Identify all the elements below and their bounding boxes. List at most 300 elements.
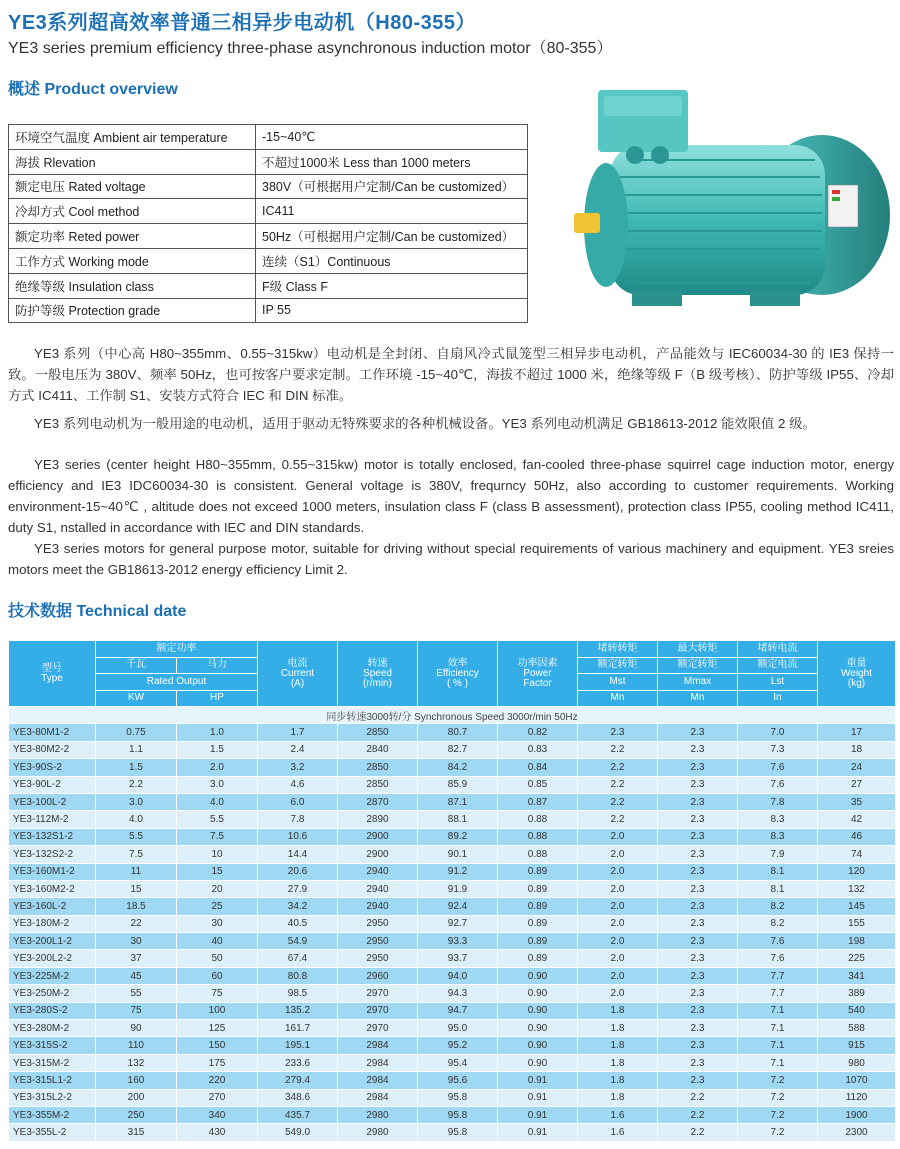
model-cell: YE3-315L1-2	[9, 1072, 96, 1089]
data-cell: 5.5	[96, 828, 177, 845]
model-cell: YE3-280S-2	[9, 1002, 96, 1019]
overview-value: 连续（S1）Continuous	[256, 248, 528, 273]
data-cell: 270	[177, 1089, 258, 1106]
data-cell: 2.3	[658, 950, 738, 967]
table-row	[9, 793, 896, 810]
data-cell: 7.8	[738, 793, 818, 810]
overview-heading: 概述 Product overview	[8, 81, 178, 98]
data-cell: 7.2	[738, 1089, 818, 1106]
th-current: 电流 Current (A)	[258, 641, 338, 707]
data-cell: 1.8	[578, 1002, 658, 1019]
data-cell: 2.3	[658, 1020, 738, 1037]
data-cell: 430	[177, 1124, 258, 1141]
data-cell: 0.90	[498, 1002, 578, 1019]
data-cell: 94.3	[418, 985, 498, 1002]
overview-key: 环境空气温度 Ambient air temperature	[9, 125, 256, 150]
data-cell: 2.3	[658, 724, 738, 741]
model-cell: YE3-112M-2	[9, 811, 96, 828]
page-subtitle: YE3 series premium efficiency three-phase asynchronous induction motor（80-355）	[8, 40, 613, 57]
table-row	[9, 950, 896, 967]
data-cell: 2.3	[658, 846, 738, 863]
data-cell: 1070	[818, 1072, 896, 1089]
data-cell: 980	[818, 1054, 896, 1071]
table-row	[9, 985, 896, 1002]
data-cell: 40	[177, 933, 258, 950]
data-cell: 1.5	[177, 741, 258, 758]
data-cell: 8.1	[738, 863, 818, 880]
data-cell: 7.6	[738, 933, 818, 950]
data-cell: 2.2	[578, 793, 658, 810]
data-cell: 7.7	[738, 985, 818, 1002]
data-cell: 4.0	[96, 811, 177, 828]
data-cell: 94.0	[418, 967, 498, 984]
data-cell: 2.2	[578, 776, 658, 793]
model-cell: YE3-80M2-2	[9, 741, 96, 758]
data-cell: 2.3	[658, 741, 738, 758]
data-cell: 7.6	[738, 950, 818, 967]
data-cell: 0.90	[498, 1054, 578, 1071]
model-cell: YE3-80M1-2	[9, 724, 96, 741]
data-cell: 2970	[338, 985, 418, 1002]
data-cell: 2.2	[578, 759, 658, 776]
data-cell: 55	[96, 985, 177, 1002]
data-cell: 0.89	[498, 880, 578, 897]
data-cell: 315	[96, 1124, 177, 1141]
data-cell: 50	[177, 950, 258, 967]
model-cell: YE3-160M1-2	[9, 863, 96, 880]
tech-table	[8, 640, 896, 1142]
data-cell: 0.84	[498, 759, 578, 776]
table-row	[9, 1124, 896, 1141]
data-cell: 150	[177, 1037, 258, 1054]
data-cell: 7.2	[738, 1072, 818, 1089]
data-cell: 2.3	[658, 915, 738, 932]
data-cell: 95.0	[418, 1020, 498, 1037]
data-cell: 7.1	[738, 1002, 818, 1019]
data-cell: 200	[96, 1089, 177, 1106]
data-cell: 4.0	[177, 793, 258, 810]
model-cell: YE3-132S2-2	[9, 846, 96, 863]
table-row	[9, 933, 896, 950]
data-cell: 0.83	[498, 741, 578, 758]
data-cell: 22	[96, 915, 177, 932]
data-cell: 18.5	[96, 898, 177, 915]
overview-row	[9, 273, 528, 298]
data-cell: 2840	[338, 741, 418, 758]
overview-value: IP 55	[256, 298, 528, 323]
data-cell: 0.88	[498, 846, 578, 863]
table-row	[9, 967, 896, 984]
table-row	[9, 811, 896, 828]
data-cell: 80.7	[418, 724, 498, 741]
data-cell: 1.5	[96, 759, 177, 776]
data-cell: 2.0	[578, 846, 658, 863]
table-row	[9, 1002, 896, 1019]
data-cell: 110	[96, 1037, 177, 1054]
data-cell: 2.3	[658, 863, 738, 880]
data-cell: 2950	[338, 950, 418, 967]
data-cell: 10	[177, 846, 258, 863]
data-cell: 1.8	[578, 1054, 658, 1071]
th-weight: 重量 Weight (kg)	[818, 641, 896, 707]
overview-row	[9, 224, 528, 249]
data-cell: 0.87	[498, 793, 578, 810]
model-cell: YE3-315M-2	[9, 1054, 96, 1071]
overview-key: 防护等级 Protection grade	[9, 298, 256, 323]
tech-heading: 技术数据 Technical date	[8, 603, 187, 620]
data-cell: 0.75	[96, 724, 177, 741]
data-cell: 2.3	[658, 811, 738, 828]
data-cell: 85.9	[418, 776, 498, 793]
data-cell: 2900	[338, 828, 418, 845]
data-cell: 7.5	[177, 828, 258, 845]
data-cell: 2984	[338, 1072, 418, 1089]
data-cell: 0.91	[498, 1124, 578, 1141]
data-cell: 2984	[338, 1054, 418, 1071]
data-cell: 2984	[338, 1089, 418, 1106]
data-cell: 161.7	[258, 1020, 338, 1037]
data-cell: 7.9	[738, 846, 818, 863]
data-cell: 7.0	[738, 724, 818, 741]
page-title: YE3系列超高效率普通三相异步电动机（H80-355）	[8, 12, 477, 34]
data-cell: 120	[818, 863, 896, 880]
data-cell: 2.4	[258, 741, 338, 758]
th-kw-cn: 千瓦	[96, 657, 177, 674]
table-row	[9, 846, 896, 863]
data-cell: 132	[96, 1054, 177, 1071]
data-cell: 233.6	[258, 1054, 338, 1071]
data-cell: 2970	[338, 1020, 418, 1037]
table-row	[9, 759, 896, 776]
table-row	[9, 1020, 896, 1037]
overview-key: 海拔 Rlevation	[9, 149, 256, 174]
data-cell: 92.7	[418, 915, 498, 932]
data-cell: 18	[818, 741, 896, 758]
data-cell: 8.2	[738, 898, 818, 915]
data-cell: 2.0	[578, 863, 658, 880]
data-cell: 0.89	[498, 933, 578, 950]
data-cell: 7.1	[738, 1037, 818, 1054]
data-cell: 40.5	[258, 915, 338, 932]
data-cell: 3.2	[258, 759, 338, 776]
data-cell: 2980	[338, 1124, 418, 1141]
data-cell: 8.3	[738, 828, 818, 845]
data-cell: 60	[177, 967, 258, 984]
data-cell: 540	[818, 1002, 896, 1019]
table-row	[9, 898, 896, 915]
th-lst: Lst	[738, 674, 818, 691]
data-cell: 20	[177, 880, 258, 897]
data-cell: 92.4	[418, 898, 498, 915]
data-cell: 17	[818, 724, 896, 741]
data-cell: 2.0	[578, 828, 658, 845]
data-cell: 2.3	[658, 967, 738, 984]
table-row	[9, 776, 896, 793]
data-cell: 2.3	[658, 1054, 738, 1071]
data-cell: 2.3	[578, 724, 658, 741]
th-start-torque: 堵转转矩	[578, 641, 658, 658]
data-cell: 91.2	[418, 863, 498, 880]
th-start-current: 堵转电流	[738, 641, 818, 658]
data-cell: 2940	[338, 880, 418, 897]
data-cell: 82.7	[418, 741, 498, 758]
data-cell: 2.0	[578, 950, 658, 967]
data-cell: 2.3	[658, 776, 738, 793]
data-cell: 2.3	[658, 898, 738, 915]
table-row	[9, 828, 896, 845]
desc-cn-1: YE3 系列（中心高 H80~355mm、0.55~315kw）电动机是全封闭、自扇风冷式鼠笼型三相异步电动机，产品能效与 IEC60034-30 的 IE3 保持一致。一般电压为 380V、频率 50Hz，也可按客户要求定制。工作环境 -15~40℃，海拔不超过 1000 米，绝缘等级 F（B 级考核）、防护等级 IP55、冷却方式 IC411、工作制 S1、安装方式符合 IEC 和 DIN 标准。	[8, 346, 894, 403]
data-cell: 0.90	[498, 985, 578, 1002]
data-cell: 0.90	[498, 967, 578, 984]
data-cell: 0.89	[498, 863, 578, 880]
model-cell: YE3-315L2-2	[9, 1089, 96, 1106]
table-row	[9, 1054, 896, 1071]
th-rated-output: Rated Output	[96, 674, 258, 691]
data-cell: 2.0	[578, 915, 658, 932]
data-cell: 7.1	[738, 1020, 818, 1037]
model-cell: YE3-160M2-2	[9, 880, 96, 897]
data-cell: 100	[177, 1002, 258, 1019]
overview-value: F级 Class F	[256, 273, 528, 298]
data-cell: 145	[818, 898, 896, 915]
data-cell: 2.0	[578, 880, 658, 897]
data-cell: 2850	[338, 759, 418, 776]
data-cell: 74	[818, 846, 896, 863]
data-cell: 348.6	[258, 1089, 338, 1106]
data-cell: 2950	[338, 933, 418, 950]
th-mst: Mst	[578, 674, 658, 691]
data-cell: 2.0	[578, 985, 658, 1002]
data-cell: 2.0	[578, 898, 658, 915]
data-cell: 54.9	[258, 933, 338, 950]
data-cell: 7.6	[738, 759, 818, 776]
data-cell: 2.2	[658, 1106, 738, 1123]
data-cell: 549.0	[258, 1124, 338, 1141]
data-cell: 2850	[338, 776, 418, 793]
table-row	[9, 741, 896, 758]
data-cell: 2890	[338, 811, 418, 828]
data-cell: 93.3	[418, 933, 498, 950]
th-power-factor: 功率因素 Power Factor	[498, 641, 578, 707]
data-cell: 7.3	[738, 741, 818, 758]
data-cell: 1.8	[578, 1072, 658, 1089]
overview-key: 额定功率 Reted power	[9, 224, 256, 249]
data-cell: 2.2	[578, 741, 658, 758]
table-row	[9, 724, 896, 741]
data-cell: 95.8	[418, 1106, 498, 1123]
data-cell: 34.2	[258, 898, 338, 915]
data-cell: 10.6	[258, 828, 338, 845]
data-cell: 42	[818, 811, 896, 828]
data-cell: 7.6	[738, 776, 818, 793]
data-cell: 1.8	[578, 1037, 658, 1054]
data-cell: 7.2	[738, 1106, 818, 1123]
data-cell: 91.9	[418, 880, 498, 897]
data-cell: 1900	[818, 1106, 896, 1123]
data-cell: 0.89	[498, 950, 578, 967]
model-cell: YE3-280M-2	[9, 1020, 96, 1037]
data-cell: 93.7	[418, 950, 498, 967]
data-cell: 2870	[338, 793, 418, 810]
data-cell: 135.2	[258, 1002, 338, 1019]
overview-value: 50Hz（可根据用户定制/Can be customized）	[256, 224, 528, 249]
data-cell: 30	[96, 933, 177, 950]
data-cell: 20.6	[258, 863, 338, 880]
data-cell: 25	[177, 898, 258, 915]
data-cell: 27.9	[258, 880, 338, 897]
data-cell: 24	[818, 759, 896, 776]
table-row	[9, 880, 896, 897]
data-cell: 225	[818, 950, 896, 967]
model-cell: YE3-90L-2	[9, 776, 96, 793]
data-cell: 0.91	[498, 1072, 578, 1089]
data-cell: 250	[96, 1106, 177, 1123]
table-row	[9, 863, 896, 880]
data-cell: 2.3	[658, 828, 738, 845]
model-cell: YE3-132S1-2	[9, 828, 96, 845]
overview-row	[9, 149, 528, 174]
data-cell: 340	[177, 1106, 258, 1123]
overview-key: 工作方式 Working mode	[9, 248, 256, 273]
desc-en-2: YE3 series motors for general purpose motor, suitable for driving without special requirements of various machinery and equipment. YE3 sreies motors meet the GB18613-2012 energy efficiency Limit 2.	[8, 541, 894, 577]
overview-value: 380V（可根据用户定制/Can be customized）	[256, 174, 528, 199]
data-cell: 3.0	[177, 776, 258, 793]
data-cell: 80.8	[258, 967, 338, 984]
data-cell: 2.3	[658, 1037, 738, 1054]
data-cell: 0.89	[498, 915, 578, 932]
table-row	[9, 1106, 896, 1123]
model-cell: YE3-315S-2	[9, 1037, 96, 1054]
data-cell: 2.0	[578, 967, 658, 984]
data-cell: 2940	[338, 863, 418, 880]
data-cell: 2950	[338, 915, 418, 932]
model-cell: YE3-100L-2	[9, 793, 96, 810]
data-cell: 89.2	[418, 828, 498, 845]
data-cell: 95.8	[418, 1124, 498, 1141]
data-cell: 0.90	[498, 1037, 578, 1054]
data-cell: 2940	[338, 898, 418, 915]
th-max-torque-2: 额定转矩	[658, 657, 738, 674]
data-cell: 35	[818, 793, 896, 810]
data-cell: 7.2	[738, 1124, 818, 1141]
data-cell: 155	[818, 915, 896, 932]
model-cell: YE3-250M-2	[9, 985, 96, 1002]
th-model: 型号 Type	[9, 641, 96, 707]
data-cell: 915	[818, 1037, 896, 1054]
overview-table	[8, 124, 528, 323]
data-cell: 75	[177, 985, 258, 1002]
data-cell: 1.7	[258, 724, 338, 741]
data-cell: 0.89	[498, 898, 578, 915]
data-cell: 11	[96, 863, 177, 880]
data-cell: 2300	[818, 1124, 896, 1141]
model-cell: YE3-225M-2	[9, 967, 96, 984]
data-cell: 8.1	[738, 880, 818, 897]
data-cell: 6.0	[258, 793, 338, 810]
desc-cn-2: YE3 系列电动机为一般用途的电动机，适用于驱动无特殊要求的各种机械设备。YE3 系列电动机满足 GB18613-2012 能效限值 2 级。	[34, 416, 816, 431]
data-cell: 84.2	[418, 759, 498, 776]
data-cell: 46	[818, 828, 896, 845]
model-cell: YE3-355M-2	[9, 1106, 96, 1123]
data-cell: 435.7	[258, 1106, 338, 1123]
model-cell: YE3-355L-2	[9, 1124, 96, 1141]
data-cell: 8.2	[738, 915, 818, 932]
data-cell: 95.8	[418, 1089, 498, 1106]
data-cell: 132	[818, 880, 896, 897]
data-cell: 0.88	[498, 811, 578, 828]
data-cell: 95.4	[418, 1054, 498, 1071]
overview-value: -15~40℃	[256, 125, 528, 150]
data-cell: 2.3	[658, 985, 738, 1002]
table-row	[9, 1037, 896, 1054]
data-cell: 8.3	[738, 811, 818, 828]
data-cell: 389	[818, 985, 896, 1002]
data-cell: 2.2	[658, 1124, 738, 1141]
th-power: 额定功率	[96, 641, 258, 658]
data-cell: 94.7	[418, 1002, 498, 1019]
data-cell: 27	[818, 776, 896, 793]
data-cell: 95.2	[418, 1037, 498, 1054]
data-cell: 2.3	[658, 1072, 738, 1089]
data-cell: 195.1	[258, 1037, 338, 1054]
data-cell: 2.0	[177, 759, 258, 776]
th-hp: HP	[177, 690, 258, 707]
data-cell: 7.1	[738, 1054, 818, 1071]
overview-row	[9, 174, 528, 199]
data-cell: 98.5	[258, 985, 338, 1002]
data-cell: 0.91	[498, 1106, 578, 1123]
data-cell: 2980	[338, 1106, 418, 1123]
data-cell: 14.4	[258, 846, 338, 863]
data-cell: 2900	[338, 846, 418, 863]
data-cell: 1.0	[177, 724, 258, 741]
overview-key: 额定电压 Rated voltage	[9, 174, 256, 199]
data-cell: 198	[818, 933, 896, 950]
overview-row	[9, 125, 528, 150]
overview-key: 冷却方式 Cool method	[9, 199, 256, 224]
data-cell: 160	[96, 1072, 177, 1089]
data-cell: 2.3	[658, 1002, 738, 1019]
motor-image	[560, 85, 900, 320]
data-cell: 90.1	[418, 846, 498, 863]
data-cell: 0.91	[498, 1089, 578, 1106]
overview-row	[9, 199, 528, 224]
th-kw: KW	[96, 690, 177, 707]
th-mn-1: Mn	[578, 690, 658, 707]
overview-row	[9, 248, 528, 273]
table-row	[9, 1089, 896, 1106]
data-cell: 279.4	[258, 1072, 338, 1089]
data-cell: 1.8	[578, 1020, 658, 1037]
model-cell: YE3-90S-2	[9, 759, 96, 776]
data-cell: 2.0	[578, 933, 658, 950]
th-start-current-2: 额定电流	[738, 657, 818, 674]
data-cell: 2.3	[658, 880, 738, 897]
data-cell: 0.90	[498, 1020, 578, 1037]
data-cell: 175	[177, 1054, 258, 1071]
th-start-torque-2: 额定转矩	[578, 657, 658, 674]
data-cell: 2.2	[96, 776, 177, 793]
table-row	[9, 915, 896, 932]
data-cell: 88.1	[418, 811, 498, 828]
th-hp-cn: 马力	[177, 657, 258, 674]
model-cell: YE3-180M-2	[9, 915, 96, 932]
th-mmax: Mmax	[658, 674, 738, 691]
data-cell: 220	[177, 1072, 258, 1089]
data-cell: 2.3	[658, 793, 738, 810]
data-cell: 7.8	[258, 811, 338, 828]
data-cell: 2984	[338, 1037, 418, 1054]
